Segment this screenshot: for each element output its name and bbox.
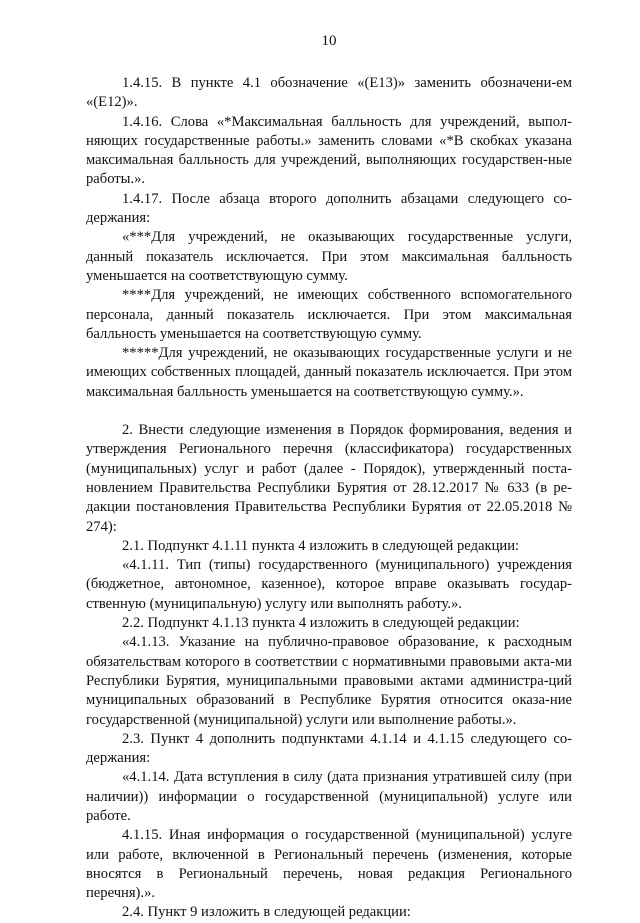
paragraph-footnote-3: «***Для учреждений, не оказывающих государственные услуги, данный показатель исключается. При этом максимальная балльность уменьшается на соответствующую сумму. [86, 229, 572, 284]
paragraph-4-1-11: «4.1.11. Тип (типы) государственного (муниципального) учреждения (бюджетное, автономное, казенное), которое вправе оказывать государ-ственную (муниципальную) услугу или выполнять работу.». [86, 557, 572, 612]
page-number: 10 [321, 33, 337, 49]
paragraph-2: 2. Внести следующие изменения в Порядок формирования, ведения и утверждения Регионального перечня (классификатора) государственных (муниципальных) услуг и работ (далее - Порядок), утвержденный поста-новлением Правительства Республики Бурятия от 28.12.2017 № 633 (в ре-дакции постановления Правительства Республики Бурятия от 22.05.2018 № 274): [86, 422, 572, 535]
paragraph-1-4-16: 1.4.16. Слова «*Максимальная балльность для учреждений, выпол-няющих государственные работы.» заменить словами «*В скобках указана максимальная балльность для учреждений, выполняющих государствен-ные работы.». [86, 113, 572, 188]
paragraph-footnote-4: ****Для учреждений, не имеющих собственного вспомогательного персонала, данный показатель исключается. При этом максимальная балльность уменьшается на соответствующую сумму. [86, 287, 572, 342]
paragraph-2-1: 2.1. Подпункт 4.1.11 пункта 4 изложить в следующей редакции: [122, 537, 520, 554]
section-spacer [86, 402, 572, 421]
paragraph-1-4-15: 1.4.15. В пункте 4.1 обозначение «(Е13)» заменить обозначени-ем «(Е12)». [86, 75, 572, 111]
paragraph-4-1-15: 4.1.15. Иная информация о государственной (муниципальной) услуге или работе, включенной в Региональный перечень (изменения, которые вносятся в Региональный перечень, новая редакция Регионального перечня).». [86, 827, 572, 902]
paragraph-2-4: 2.4. Пункт 9 изложить в следующей редакции: [122, 904, 411, 921]
paragraph-2-3: 2.3. Пункт 4 дополнить подпунктами 4.1.14 и 4.1.15 следующего со-держания: [86, 730, 572, 767]
paragraph-4-1-13: «4.1.13. Указание на публично-правовое образование, к расходным обязательствам которого в соответствии с нормативными правовыми акта-ми Республики Бурятия, муниципальными правовыми актами администра-ций муниципальных образований в Республике Бурятия относится оказа-ние государственной (муниципальной) услуги или выполнение работы.». [86, 634, 572, 728]
paragraph-4-1-14: «4.1.14. Дата вступления в силу (дата признания утратившей силу (при наличии)) информации о государственной (муниципальной) услуге или работе. [86, 769, 572, 824]
paragraph-2-2: 2.2. Подпункт 4.1.13 пункта 4 изложить в следующей редакции: [122, 615, 520, 632]
paragraph-footnote-5: *****Для учреждений, не оказывающих государственные услуги и не имеющих собственных площадей, данный показатель исключается. При этом максимальная балльность уменьшается на соответствующую сумму.». [86, 345, 572, 400]
paragraph-1-4-17: 1.4.17. После абзаца второго дополнить абзацами следующего со-держания: [86, 190, 572, 227]
